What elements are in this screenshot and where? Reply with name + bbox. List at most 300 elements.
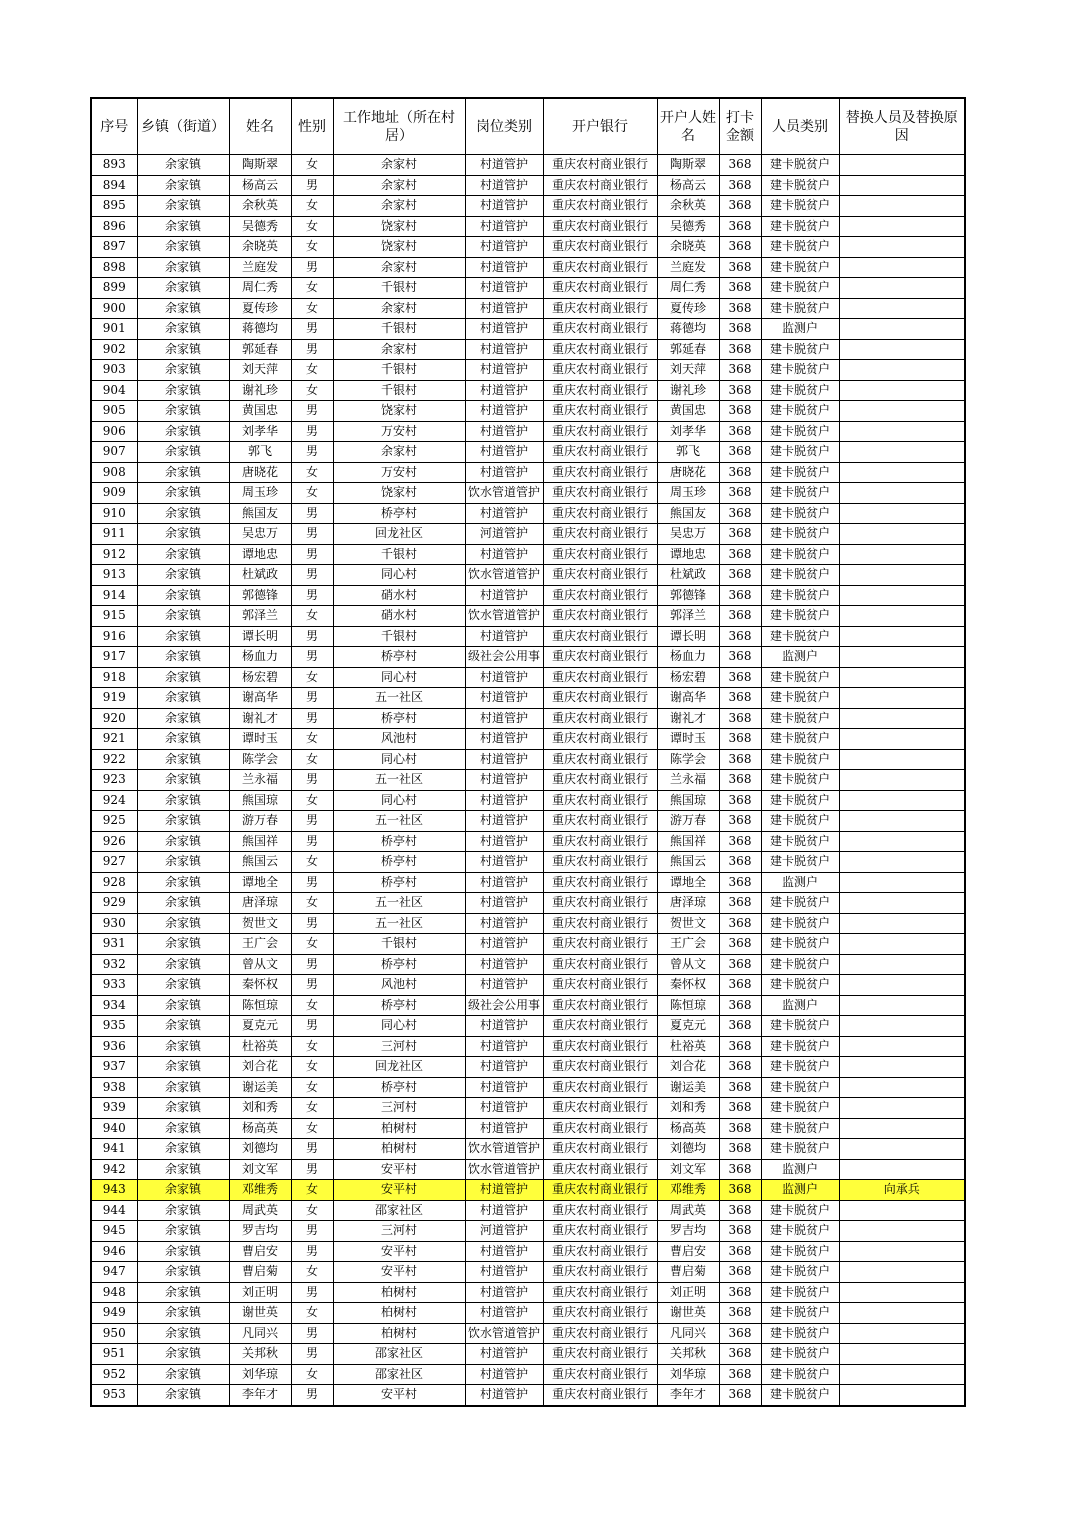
cell-replace xyxy=(839,975,965,996)
cell-bank: 重庆农村商业银行 xyxy=(543,934,657,955)
cell-holder: 王广会 xyxy=(657,934,719,955)
cell-town: 余家镇 xyxy=(137,790,229,811)
cell-category: 建卡脱贫户 xyxy=(761,1221,839,1242)
table-row xyxy=(91,1159,965,1180)
cell-post: 村道管护 xyxy=(465,298,543,319)
cell-replace xyxy=(839,339,965,360)
cell-amount: 368 xyxy=(719,1057,761,1078)
cell-category: 建卡脱贫户 xyxy=(761,380,839,401)
cell-village: 千银村 xyxy=(333,319,465,340)
cell-town: 余家镇 xyxy=(137,257,229,278)
cell-sex: 女 xyxy=(291,278,333,299)
cell-no: 925 xyxy=(91,811,137,832)
cell-bank: 重庆农村商业银行 xyxy=(543,483,657,504)
cell-no: 942 xyxy=(91,1159,137,1180)
cell-holder: 熊国琼 xyxy=(657,790,719,811)
cell-post: 饮水管道管护 xyxy=(465,565,543,586)
cell-category: 建卡脱贫户 xyxy=(761,606,839,627)
cell-post: 村道管护 xyxy=(465,1036,543,1057)
cell-post: 村道管护 xyxy=(465,1385,543,1406)
cell-holder: 陶斯翠 xyxy=(657,155,719,176)
cell-amount: 368 xyxy=(719,1323,761,1344)
cell-town: 余家镇 xyxy=(137,872,229,893)
cell-name: 黄国忠 xyxy=(229,401,291,422)
cell-post: 村道管护 xyxy=(465,257,543,278)
cell-village: 余家村 xyxy=(333,339,465,360)
cell-replace xyxy=(839,688,965,709)
cell-name: 陈恒琼 xyxy=(229,995,291,1016)
cell-no: 896 xyxy=(91,216,137,237)
cell-name: 陶斯翠 xyxy=(229,155,291,176)
cell-village: 饶家村 xyxy=(333,483,465,504)
cell-town: 余家镇 xyxy=(137,1077,229,1098)
table-row xyxy=(91,1036,965,1057)
cell-amount: 368 xyxy=(719,1282,761,1303)
col-header-category: 人员类别 xyxy=(761,98,839,155)
cell-post: 村道管护 xyxy=(465,360,543,381)
cell-post: 村道管护 xyxy=(465,954,543,975)
col-header-bank: 开户银行 xyxy=(543,98,657,155)
cell-amount: 368 xyxy=(719,462,761,483)
cell-category: 建卡脱贫户 xyxy=(761,421,839,442)
cell-post: 村道管护 xyxy=(465,421,543,442)
table-row xyxy=(91,667,965,688)
cell-replace xyxy=(839,852,965,873)
cell-town: 余家镇 xyxy=(137,893,229,914)
cell-amount: 368 xyxy=(719,1221,761,1242)
cell-amount: 368 xyxy=(719,442,761,463)
cell-post: 村道管护 xyxy=(465,913,543,934)
cell-village: 桥亭村 xyxy=(333,647,465,668)
cell-sex: 男 xyxy=(291,975,333,996)
cell-sex: 男 xyxy=(291,319,333,340)
cell-holder: 曹启安 xyxy=(657,1241,719,1262)
cell-amount: 368 xyxy=(719,688,761,709)
cell-name: 杜斌政 xyxy=(229,565,291,586)
cell-no: 928 xyxy=(91,872,137,893)
cell-post: 村道管护 xyxy=(465,667,543,688)
cell-name: 余秋英 xyxy=(229,196,291,217)
cell-replace xyxy=(839,216,965,237)
cell-category: 建卡脱贫户 xyxy=(761,1057,839,1078)
header-row xyxy=(91,98,965,155)
cell-no: 904 xyxy=(91,380,137,401)
table-row xyxy=(91,155,965,176)
cell-replace xyxy=(839,360,965,381)
cell-village: 千银村 xyxy=(333,360,465,381)
cell-post: 村道管护 xyxy=(465,1241,543,1262)
cell-sex: 男 xyxy=(291,954,333,975)
cell-replace xyxy=(839,1344,965,1365)
cell-village: 桥亭村 xyxy=(333,831,465,852)
cell-replace xyxy=(839,831,965,852)
cell-bank: 重庆农村商业银行 xyxy=(543,647,657,668)
cell-holder: 蒋德均 xyxy=(657,319,719,340)
cell-no: 931 xyxy=(91,934,137,955)
table-row xyxy=(91,196,965,217)
table-row xyxy=(91,565,965,586)
cell-bank: 重庆农村商业银行 xyxy=(543,626,657,647)
cell-name: 吴德秀 xyxy=(229,216,291,237)
cell-no: 919 xyxy=(91,688,137,709)
cell-replace xyxy=(839,380,965,401)
cell-replace xyxy=(839,770,965,791)
cell-category: 建卡脱贫户 xyxy=(761,749,839,770)
cell-no: 895 xyxy=(91,196,137,217)
cell-category: 监测户 xyxy=(761,647,839,668)
cell-post: 村道管护 xyxy=(465,216,543,237)
cell-village: 桥亭村 xyxy=(333,995,465,1016)
cell-amount: 368 xyxy=(719,585,761,606)
cell-replace xyxy=(839,708,965,729)
cell-no: 917 xyxy=(91,647,137,668)
cell-town: 余家镇 xyxy=(137,975,229,996)
cell-no: 952 xyxy=(91,1364,137,1385)
cell-amount: 368 xyxy=(719,1364,761,1385)
cell-replace xyxy=(839,667,965,688)
cell-bank: 重庆农村商业银行 xyxy=(543,196,657,217)
cell-bank: 重庆农村商业银行 xyxy=(543,1036,657,1057)
cell-name: 熊国友 xyxy=(229,503,291,524)
cell-no: 907 xyxy=(91,442,137,463)
table-row xyxy=(91,790,965,811)
cell-replace xyxy=(839,462,965,483)
cell-replace xyxy=(839,1221,965,1242)
table-row xyxy=(91,1262,965,1283)
col-header-village: 工作地址（所在村居） xyxy=(333,98,465,155)
cell-post: 村道管护 xyxy=(465,155,543,176)
cell-category: 建卡脱贫户 xyxy=(761,811,839,832)
cell-name: 罗吉均 xyxy=(229,1221,291,1242)
cell-village: 桥亭村 xyxy=(333,1077,465,1098)
cell-amount: 368 xyxy=(719,544,761,565)
cell-bank: 重庆农村商业银行 xyxy=(543,565,657,586)
cell-holder: 谢世英 xyxy=(657,1303,719,1324)
cell-village: 五一社区 xyxy=(333,893,465,914)
cell-holder: 秦怀权 xyxy=(657,975,719,996)
cell-replace xyxy=(839,913,965,934)
cell-name: 刘和秀 xyxy=(229,1098,291,1119)
table-row xyxy=(91,524,965,545)
cell-no: 950 xyxy=(91,1323,137,1344)
cell-town: 余家镇 xyxy=(137,913,229,934)
cell-holder: 余秋英 xyxy=(657,196,719,217)
cell-name: 贺世文 xyxy=(229,913,291,934)
cell-post: 村道管护 xyxy=(465,1303,543,1324)
cell-name: 关邦秋 xyxy=(229,1344,291,1365)
cell-village: 同心村 xyxy=(333,749,465,770)
cell-bank: 重庆农村商业银行 xyxy=(543,462,657,483)
cell-category: 建卡脱贫户 xyxy=(761,1303,839,1324)
cell-amount: 368 xyxy=(719,503,761,524)
cell-replace xyxy=(839,565,965,586)
cell-name: 夏克元 xyxy=(229,1016,291,1037)
cell-sex: 男 xyxy=(291,544,333,565)
table-row xyxy=(91,1221,965,1242)
cell-holder: 郭德锋 xyxy=(657,585,719,606)
cell-sex: 女 xyxy=(291,216,333,237)
cell-sex: 男 xyxy=(291,770,333,791)
cell-amount: 368 xyxy=(719,626,761,647)
cell-holder: 谢运美 xyxy=(657,1077,719,1098)
cell-amount: 368 xyxy=(719,421,761,442)
cell-bank: 重庆农村商业银行 xyxy=(543,1241,657,1262)
cell-sex: 女 xyxy=(291,1098,333,1119)
cell-post: 村道管护 xyxy=(465,688,543,709)
cell-bank: 重庆农村商业银行 xyxy=(543,360,657,381)
cell-no: 927 xyxy=(91,852,137,873)
cell-no: 932 xyxy=(91,954,137,975)
cell-post: 村道管护 xyxy=(465,278,543,299)
cell-name: 谭时玉 xyxy=(229,729,291,750)
table-row xyxy=(91,278,965,299)
cell-replace xyxy=(839,1200,965,1221)
table-row xyxy=(91,1364,965,1385)
cell-amount: 368 xyxy=(719,647,761,668)
cell-name: 李年才 xyxy=(229,1385,291,1406)
cell-post: 村道管护 xyxy=(465,503,543,524)
cell-holder: 邓维秀 xyxy=(657,1180,719,1201)
cell-post: 村道管护 xyxy=(465,893,543,914)
cell-category: 建卡脱贫户 xyxy=(761,278,839,299)
cell-replace xyxy=(839,893,965,914)
cell-bank: 重庆农村商业银行 xyxy=(543,1323,657,1344)
cell-post: 村道管护 xyxy=(465,811,543,832)
cell-post: 饮水管道管护 xyxy=(465,1159,543,1180)
cell-amount: 368 xyxy=(719,1098,761,1119)
cell-replace xyxy=(839,503,965,524)
cell-town: 余家镇 xyxy=(137,1323,229,1344)
cell-amount: 368 xyxy=(719,339,761,360)
cell-sex: 女 xyxy=(291,1262,333,1283)
cell-village: 余家村 xyxy=(333,175,465,196)
cell-town: 余家镇 xyxy=(137,1159,229,1180)
cell-name: 邓维秀 xyxy=(229,1180,291,1201)
cell-name: 周玉珍 xyxy=(229,483,291,504)
table-row-highlighted xyxy=(91,1180,965,1201)
cell-bank: 重庆农村商业银行 xyxy=(543,1077,657,1098)
col-header-town: 乡镇（街道） xyxy=(137,98,229,155)
cell-category: 建卡脱贫户 xyxy=(761,626,839,647)
table-row xyxy=(91,1098,965,1119)
cell-town: 余家镇 xyxy=(137,852,229,873)
cell-holder: 夏克元 xyxy=(657,1016,719,1037)
cell-town: 余家镇 xyxy=(137,524,229,545)
cell-town: 余家镇 xyxy=(137,421,229,442)
table-row xyxy=(91,1344,965,1365)
cell-category: 建卡脱贫户 xyxy=(761,216,839,237)
cell-amount: 368 xyxy=(719,1344,761,1365)
cell-village: 桥亭村 xyxy=(333,852,465,873)
cell-amount: 368 xyxy=(719,606,761,627)
cell-sex: 女 xyxy=(291,1180,333,1201)
cell-holder: 夏传珍 xyxy=(657,298,719,319)
cell-sex: 男 xyxy=(291,1221,333,1242)
cell-sex: 男 xyxy=(291,811,333,832)
cell-category: 建卡脱贫户 xyxy=(761,298,839,319)
cell-amount: 368 xyxy=(719,196,761,217)
cell-bank: 重庆农村商业银行 xyxy=(543,995,657,1016)
cell-sex: 女 xyxy=(291,1364,333,1385)
cell-holder: 杜裕英 xyxy=(657,1036,719,1057)
cell-amount: 368 xyxy=(719,749,761,770)
cell-category: 建卡脱贫户 xyxy=(761,1016,839,1037)
cell-name: 曾从文 xyxy=(229,954,291,975)
cell-replace xyxy=(839,1077,965,1098)
cell-holder: 周武英 xyxy=(657,1200,719,1221)
cell-bank: 重庆农村商业银行 xyxy=(543,1303,657,1324)
cell-no: 937 xyxy=(91,1057,137,1078)
cell-bank: 重庆农村商业银行 xyxy=(543,852,657,873)
cell-village: 同心村 xyxy=(333,1016,465,1037)
cell-post: 村道管护 xyxy=(465,708,543,729)
cell-town: 余家镇 xyxy=(137,360,229,381)
cell-replace xyxy=(839,175,965,196)
cell-replace xyxy=(839,606,965,627)
cell-no: 946 xyxy=(91,1241,137,1262)
cell-name: 兰庭发 xyxy=(229,257,291,278)
cell-holder: 杨宏碧 xyxy=(657,667,719,688)
table-row xyxy=(91,770,965,791)
cell-no: 929 xyxy=(91,893,137,914)
cell-no: 918 xyxy=(91,667,137,688)
cell-name: 杨高云 xyxy=(229,175,291,196)
cell-category: 建卡脱贫户 xyxy=(761,852,839,873)
cell-category: 建卡脱贫户 xyxy=(761,790,839,811)
cell-no: 938 xyxy=(91,1077,137,1098)
cell-sex: 男 xyxy=(291,401,333,422)
col-header-replace: 替换人员及替换原因 xyxy=(839,98,965,155)
table-row xyxy=(91,442,965,463)
cell-village: 柏树村 xyxy=(333,1323,465,1344)
cell-sex: 女 xyxy=(291,1200,333,1221)
cell-no: 902 xyxy=(91,339,137,360)
cell-holder: 李年才 xyxy=(657,1385,719,1406)
cell-village: 余家村 xyxy=(333,442,465,463)
cell-village: 同心村 xyxy=(333,790,465,811)
cell-name: 刘华琼 xyxy=(229,1364,291,1385)
cell-sex: 男 xyxy=(291,565,333,586)
cell-no: 944 xyxy=(91,1200,137,1221)
cell-post: 级社会公用事 xyxy=(465,647,543,668)
cell-sex: 男 xyxy=(291,626,333,647)
cell-no: 921 xyxy=(91,729,137,750)
cell-no: 914 xyxy=(91,585,137,606)
cell-village: 安平村 xyxy=(333,1180,465,1201)
cell-no: 945 xyxy=(91,1221,137,1242)
cell-amount: 368 xyxy=(719,483,761,504)
cell-village: 千银村 xyxy=(333,626,465,647)
cell-amount: 368 xyxy=(719,975,761,996)
cell-amount: 368 xyxy=(719,237,761,258)
cell-amount: 368 xyxy=(719,954,761,975)
cell-town: 余家镇 xyxy=(137,196,229,217)
cell-holder: 凡同兴 xyxy=(657,1323,719,1344)
cell-bank: 重庆农村商业银行 xyxy=(543,1180,657,1201)
cell-village: 硝水村 xyxy=(333,606,465,627)
table-row xyxy=(91,749,965,770)
cell-replace: 向承兵 xyxy=(839,1180,965,1201)
cell-sex: 女 xyxy=(291,483,333,504)
cell-category: 建卡脱贫户 xyxy=(761,975,839,996)
cell-replace xyxy=(839,257,965,278)
cell-village: 余家村 xyxy=(333,257,465,278)
cell-bank: 重庆农村商业银行 xyxy=(543,790,657,811)
cell-post: 村道管护 xyxy=(465,1118,543,1139)
cell-amount: 368 xyxy=(719,565,761,586)
cell-amount: 368 xyxy=(719,913,761,934)
cell-town: 余家镇 xyxy=(137,667,229,688)
cell-category: 建卡脱贫户 xyxy=(761,175,839,196)
cell-holder: 贺世文 xyxy=(657,913,719,934)
cell-sex: 女 xyxy=(291,790,333,811)
cell-no: 915 xyxy=(91,606,137,627)
cell-category: 建卡脱贫户 xyxy=(761,1323,839,1344)
table-row xyxy=(91,483,965,504)
cell-no: 935 xyxy=(91,1016,137,1037)
cell-no: 894 xyxy=(91,175,137,196)
cell-village: 桥亭村 xyxy=(333,503,465,524)
cell-village: 柏树村 xyxy=(333,1282,465,1303)
table-row xyxy=(91,831,965,852)
cell-bank: 重庆农村商业银行 xyxy=(543,954,657,975)
cell-replace xyxy=(839,1323,965,1344)
table-row xyxy=(91,1385,965,1406)
cell-holder: 余晓英 xyxy=(657,237,719,258)
table-row xyxy=(91,360,965,381)
cell-village: 千银村 xyxy=(333,380,465,401)
cell-village: 千银村 xyxy=(333,278,465,299)
cell-town: 余家镇 xyxy=(137,1200,229,1221)
cell-replace xyxy=(839,278,965,299)
table-row xyxy=(91,811,965,832)
cell-name: 熊国云 xyxy=(229,852,291,873)
cell-village: 饶家村 xyxy=(333,216,465,237)
cell-post: 村道管护 xyxy=(465,196,543,217)
cell-town: 余家镇 xyxy=(137,216,229,237)
table-row xyxy=(91,1241,965,1262)
cell-post: 村道管护 xyxy=(465,1077,543,1098)
cell-category: 建卡脱贫户 xyxy=(761,934,839,955)
cell-post: 村道管护 xyxy=(465,319,543,340)
cell-bank: 重庆农村商业银行 xyxy=(543,606,657,627)
cell-category: 建卡脱贫户 xyxy=(761,1241,839,1262)
cell-name: 唐泽琼 xyxy=(229,893,291,914)
cell-sex: 男 xyxy=(291,913,333,934)
cell-holder: 唐泽琼 xyxy=(657,893,719,914)
cell-amount: 368 xyxy=(719,155,761,176)
cell-village: 回龙社区 xyxy=(333,524,465,545)
table-row xyxy=(91,975,965,996)
cell-post: 村道管护 xyxy=(465,462,543,483)
cell-sex: 男 xyxy=(291,688,333,709)
cell-post: 村道管护 xyxy=(465,1262,543,1283)
table-row xyxy=(91,708,965,729)
table-row xyxy=(91,1303,965,1324)
table-row xyxy=(91,585,965,606)
cell-sex: 女 xyxy=(291,1118,333,1139)
cell-holder: 曹启菊 xyxy=(657,1262,719,1283)
cell-holder: 刘和秀 xyxy=(657,1098,719,1119)
cell-name: 杨高英 xyxy=(229,1118,291,1139)
table-row xyxy=(91,1118,965,1139)
cell-amount: 368 xyxy=(719,1036,761,1057)
cell-category: 监测户 xyxy=(761,1180,839,1201)
cell-town: 余家镇 xyxy=(137,175,229,196)
table-row xyxy=(91,852,965,873)
cell-bank: 重庆农村商业银行 xyxy=(543,175,657,196)
cell-town: 余家镇 xyxy=(137,954,229,975)
